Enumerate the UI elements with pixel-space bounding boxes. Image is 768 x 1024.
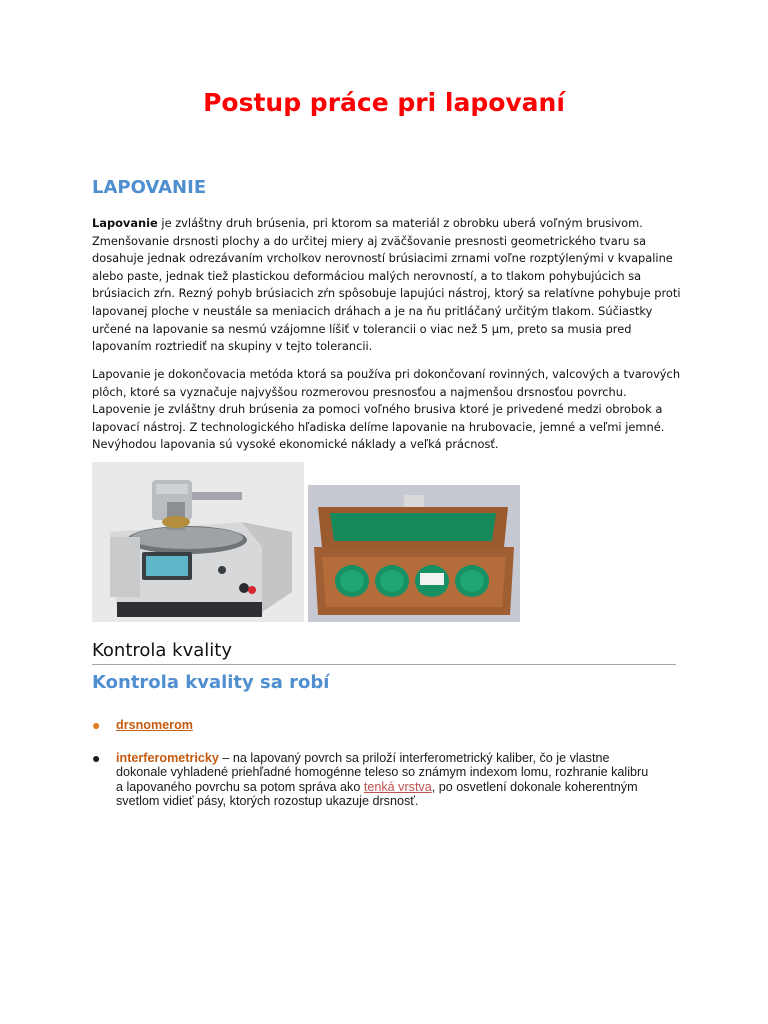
section-heading-lapovanie: LAPOVANIE <box>92 177 207 198</box>
bold-term: Lapovanie <box>92 216 158 230</box>
list-item <box>92 718 652 733</box>
list-item <box>92 751 652 809</box>
drsnomerom-link[interactable]: drsnomerom <box>116 718 193 732</box>
bullet-list <box>92 718 652 809</box>
bullet-text-after: , po osvetlení dokonale koherentným svetlom vidieť pásy, ktorých rozostup ukazuje drsnosť. <box>116 779 638 809</box>
bullet-icon: ● <box>92 717 101 733</box>
bullet-text-before: – na lapovaný povrch sa priloží interferometrický kaliber, čo je vlastne dokonale vyhladené priehľadné homogénne teleso so známym indexom lomu, rozhranie kalibru a lapovaného povrchu sa potom správa ako <box>116 750 649 794</box>
interferometricky-term: interferometricky <box>116 750 219 765</box>
subheading-kontrola-kvality: Kontrola kvality sa robí <box>92 672 330 693</box>
heading-kontrola-kvality: Kontrola kvality <box>92 640 232 661</box>
paragraph-intro <box>92 215 682 356</box>
heading-divider <box>92 664 676 665</box>
tenka-vrstva-link[interactable]: tenká vrstva <box>363 779 432 794</box>
paragraph-intro-text: je zvláštny druh brúsenia, pri ktorom sa materiál z obrobku uberá voľným brusivom. Zmenšovanie drsnosti plochy a do určitej miery aj zväčšovanie presnosti geometrického tvaru sa dosahuje jednak odrezávaním vrcholkov nerovností brúsiacimi zrnami voľne rozptýlenými v kvapaline alebo paste, jednak tiež plastickou deformáciou malých nerovností, a to tlakom pohybujúcich sa brúsiacich zŕn. Rezný pohyb brúsiacich zŕn spôsobuje lapujúci nástroj, ktorý sa relatívne pohybuje proti lapovanej ploche v neustále sa meniacich dráhach a je na ňu pritláčaný určitým tlakom. Súčiastky určené na lapovanie sa nesmú vzájomne líšiť v tolerancii o viac než 5 µm, preto sa musia pred lapovaním roztriediť na skupiny v tejto tolerancii. <box>92 216 681 354</box>
lapping-plates-case-image <box>308 485 520 622</box>
paragraph-description: Lapovanie je dokončovacia metóda ktorá sa používa pri dokončovaní rovinných, valcových a tvarových plôch, ktoré sa vyznačuje najvyššou rozmerovou presnosťou a najmenšou drsnosťou povrchu. Lapovenie je zvláštny druh brúsenia za pomoci voľného brusiva ktoré je privedené medzi obrobok a lapovací nástroj. Z technologického hľadiska delíme lapovanie na hrubovacie, jemné a veľmi jemné. Nevýhodou lapovania sú vysoké ekonomické náklady a veľká prácnosť. <box>92 367 681 452</box>
bullet-icon: ● <box>92 749 101 766</box>
lapping-machine-image <box>92 462 304 622</box>
page-title: Postup práce pri lapovaní <box>203 88 565 117</box>
